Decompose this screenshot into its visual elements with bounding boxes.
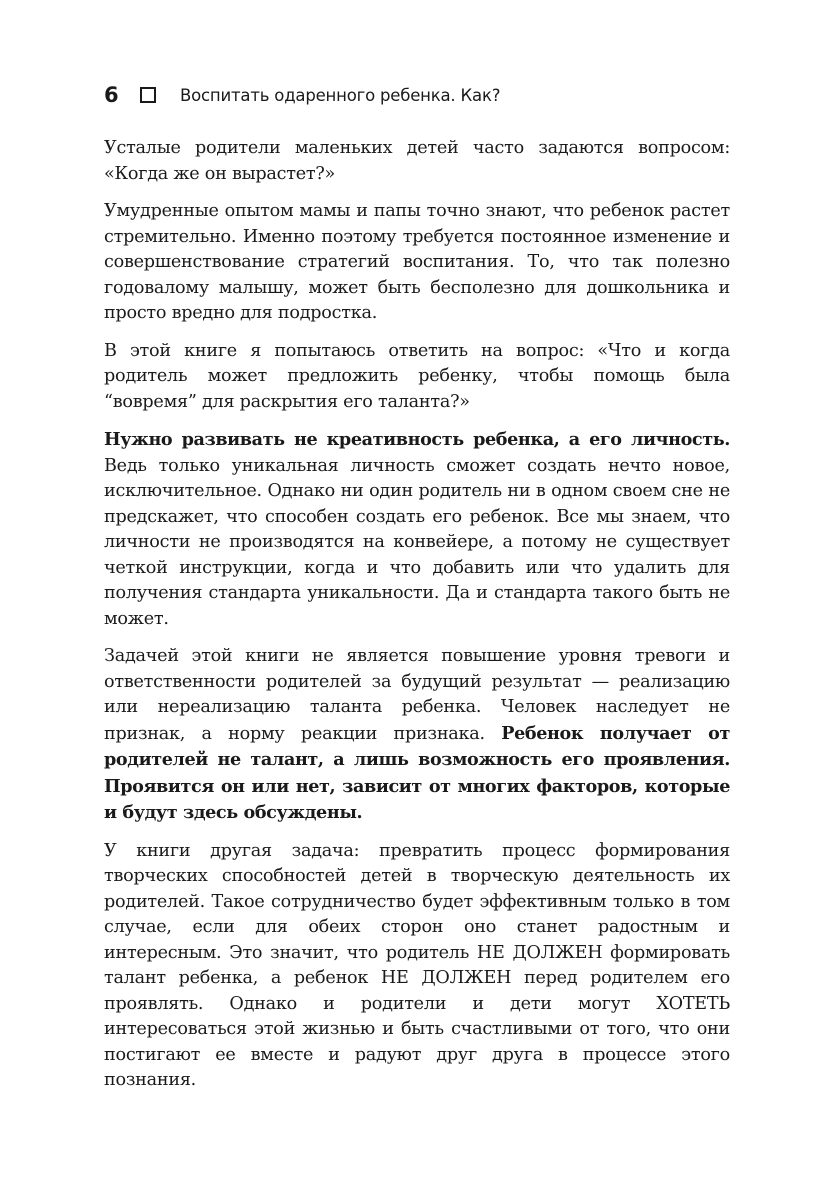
paragraph-1 [104,136,730,187]
paragraph-5 [104,644,730,827]
paragraph-text: У книги другая задача: превратить процесс формирования творческих способностей детей в творческую деятельность их родителей. Такое сотрудничество будет эффективным только в том случае, если для обеих сторон оно станет радостным и интересным. Это значит, что родитель НЕ ДОЛЖЕН формировать талант ребенка, а ребенок НЕ ДОЛЖЕН перед родителем его проявлять. Однако и родители и дети могут ХОТЕТЬ интересоваться этой жизнью и быть счастливыми от того, что они постигают ее вместе и радуют друг друга в процессе этого познания. [104,840,730,1090]
paragraph-2 [104,199,730,327]
running-head [104,82,500,108]
paragraph-bold-lead: Нужно развивать не креативность ребенка, а его личность. [104,429,730,450]
paragraph-4 [104,427,730,632]
paragraph-text: Ведь только уникальная личность сможет создать нечто новое, исключительное. Однако ни один родитель ни в одном своем сне не предскажет, что способен создать его ребенок. Все мы знаем, что личности не производятся на конвейере, а потому не существует четкой инструкции, когда и что добавить или что удалить для получения стандарта уникальности. Да и стандарта такого быть не может. [104,455,730,629]
paragraph-bold-tail: Ребенок получает от родителей не талант, а лишь возможность его проявления. Проявится он или нет, зависит от многих факторов, которые и будут здесь обсуждены. [104,722,731,823]
body-text [104,136,730,1106]
paragraph-text: Усталые родители маленьких детей часто задаются вопросом: «Когда же он вырастет?» [104,138,730,184]
paragraph-text: В этой книге я попытаюсь ответить на вопрос: «Что и когда родитель может предложить ребенку, чтобы помощь была “вовремя” для раскрытия его таланта?» [104,340,730,412]
book-title: Воспитать одаренного ребенка. Как? [180,85,501,105]
paragraph-3 [104,339,730,416]
paragraph-6 [104,839,730,1094]
paragraph-text: Задачей этой книги не является повышение уровня тревоги и ответственности родителей за будущий результат — реализацию или нереализацию таланта ребенка. Человек наследует не признак, а норму реакции признака. [104,646,730,744]
paragraph-text: Умудренные опытом мамы и папы точно знают, что ребенок растет стремительно. Именно поэтому требуется постоянное изменение и совершенствование стратегий воспитания. То, что так полезно годовалому малышу, может быть бесполезно для дошкольника и просто вредно для подростка. [104,201,730,323]
page-number: 6 [104,83,119,107]
checkbox-square-icon [140,87,156,103]
